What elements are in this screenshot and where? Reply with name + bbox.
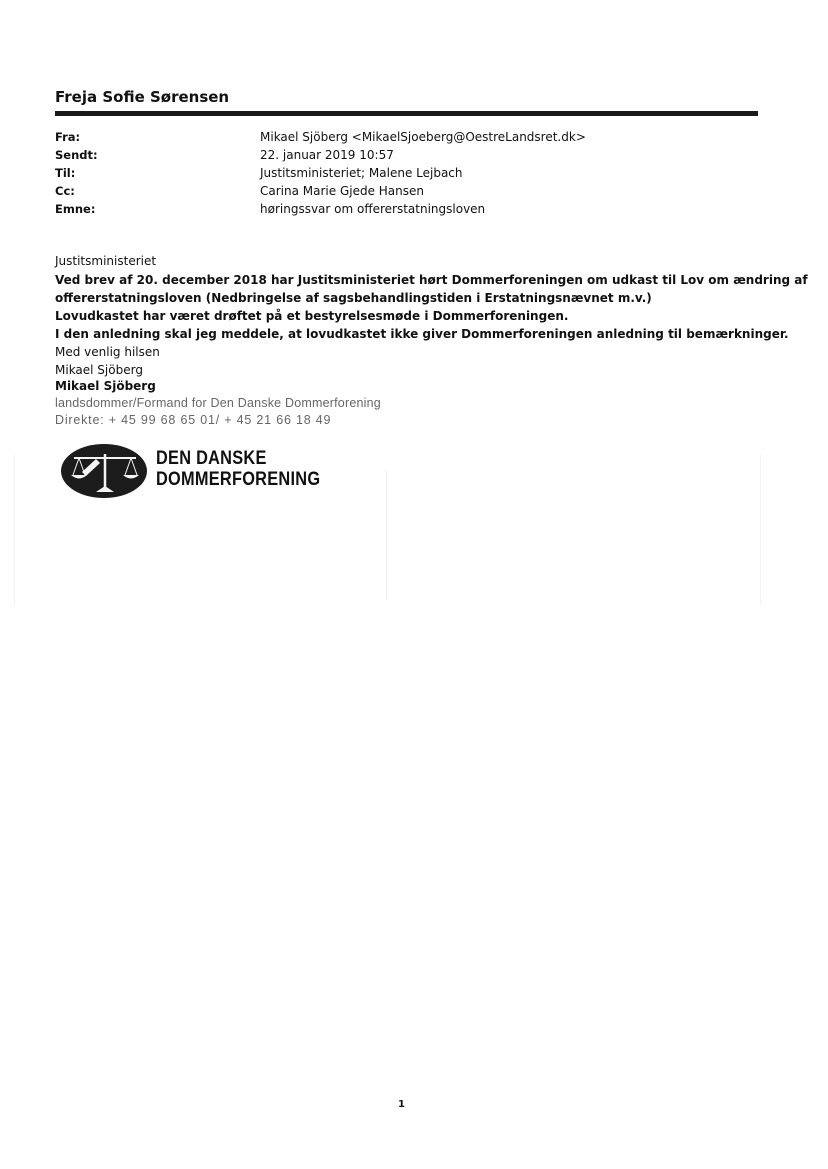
scales-of-justice-icon xyxy=(60,442,150,500)
sent-value: 22. januar 2019 10:57 xyxy=(260,148,394,162)
from-label: Fra: xyxy=(55,130,81,144)
from-value: Mikael Sjöberg <MikaelSjoeberg@OestreLandsret.dk> xyxy=(260,130,586,144)
body-line: I den anledning skal jeg meddele, at lovudkastet ikke giver Dommerforeningen anledning til bemærkninger. xyxy=(55,327,789,341)
logo-wordmark xyxy=(156,448,320,490)
page-number: 1 xyxy=(398,1099,405,1110)
body-line: Mikael Sjöberg xyxy=(55,363,143,377)
subject-label: Emne: xyxy=(55,202,96,216)
logo-line-2: DOMMERFORENING xyxy=(156,469,321,490)
body-line: Med venlig hilsen xyxy=(55,345,160,359)
header-divider xyxy=(55,111,758,116)
cc-value: Carina Marie Gjede Hansen xyxy=(260,184,424,198)
to-value: Justitsministeriet; Malene Lejbach xyxy=(260,166,463,180)
scan-artifact xyxy=(386,470,387,600)
dommerforening-logo xyxy=(60,442,360,502)
body-line: offererstatningsloven (Nedbringelse af sagsbehandlingstiden i Erstatningsnævnet m.v.) xyxy=(55,291,652,305)
subject-value: høringssvar om offererstatningsloven xyxy=(260,202,486,216)
scan-artifact xyxy=(760,455,761,605)
body-line: Justitsministeriet xyxy=(55,254,157,268)
logo-line-1: DEN DANSKE xyxy=(156,448,267,469)
signature-name: Mikael Sjöberg xyxy=(55,379,156,393)
body-line: Ved brev af 20. december 2018 har Justitsministeriet hørt Dommerforeningen om udkast til Lov om ændring af xyxy=(55,273,808,287)
cc-label: Cc: xyxy=(55,184,75,198)
sent-label: Sendt: xyxy=(55,148,98,162)
sender-name: Freja Sofie Sørensen xyxy=(55,88,230,106)
scan-artifact xyxy=(14,455,15,605)
to-label: Til: xyxy=(55,166,76,180)
body-line: Lovudkastet har været drøftet på et bestyrelsesmøde i Dommerforeningen. xyxy=(55,309,569,323)
signature-title: landsdommer/Formand for Den Danske Dommerforening xyxy=(55,396,381,410)
signature-phone: Direkte: + 45 99 68 65 01/ + 45 21 66 18 49 xyxy=(55,413,332,427)
